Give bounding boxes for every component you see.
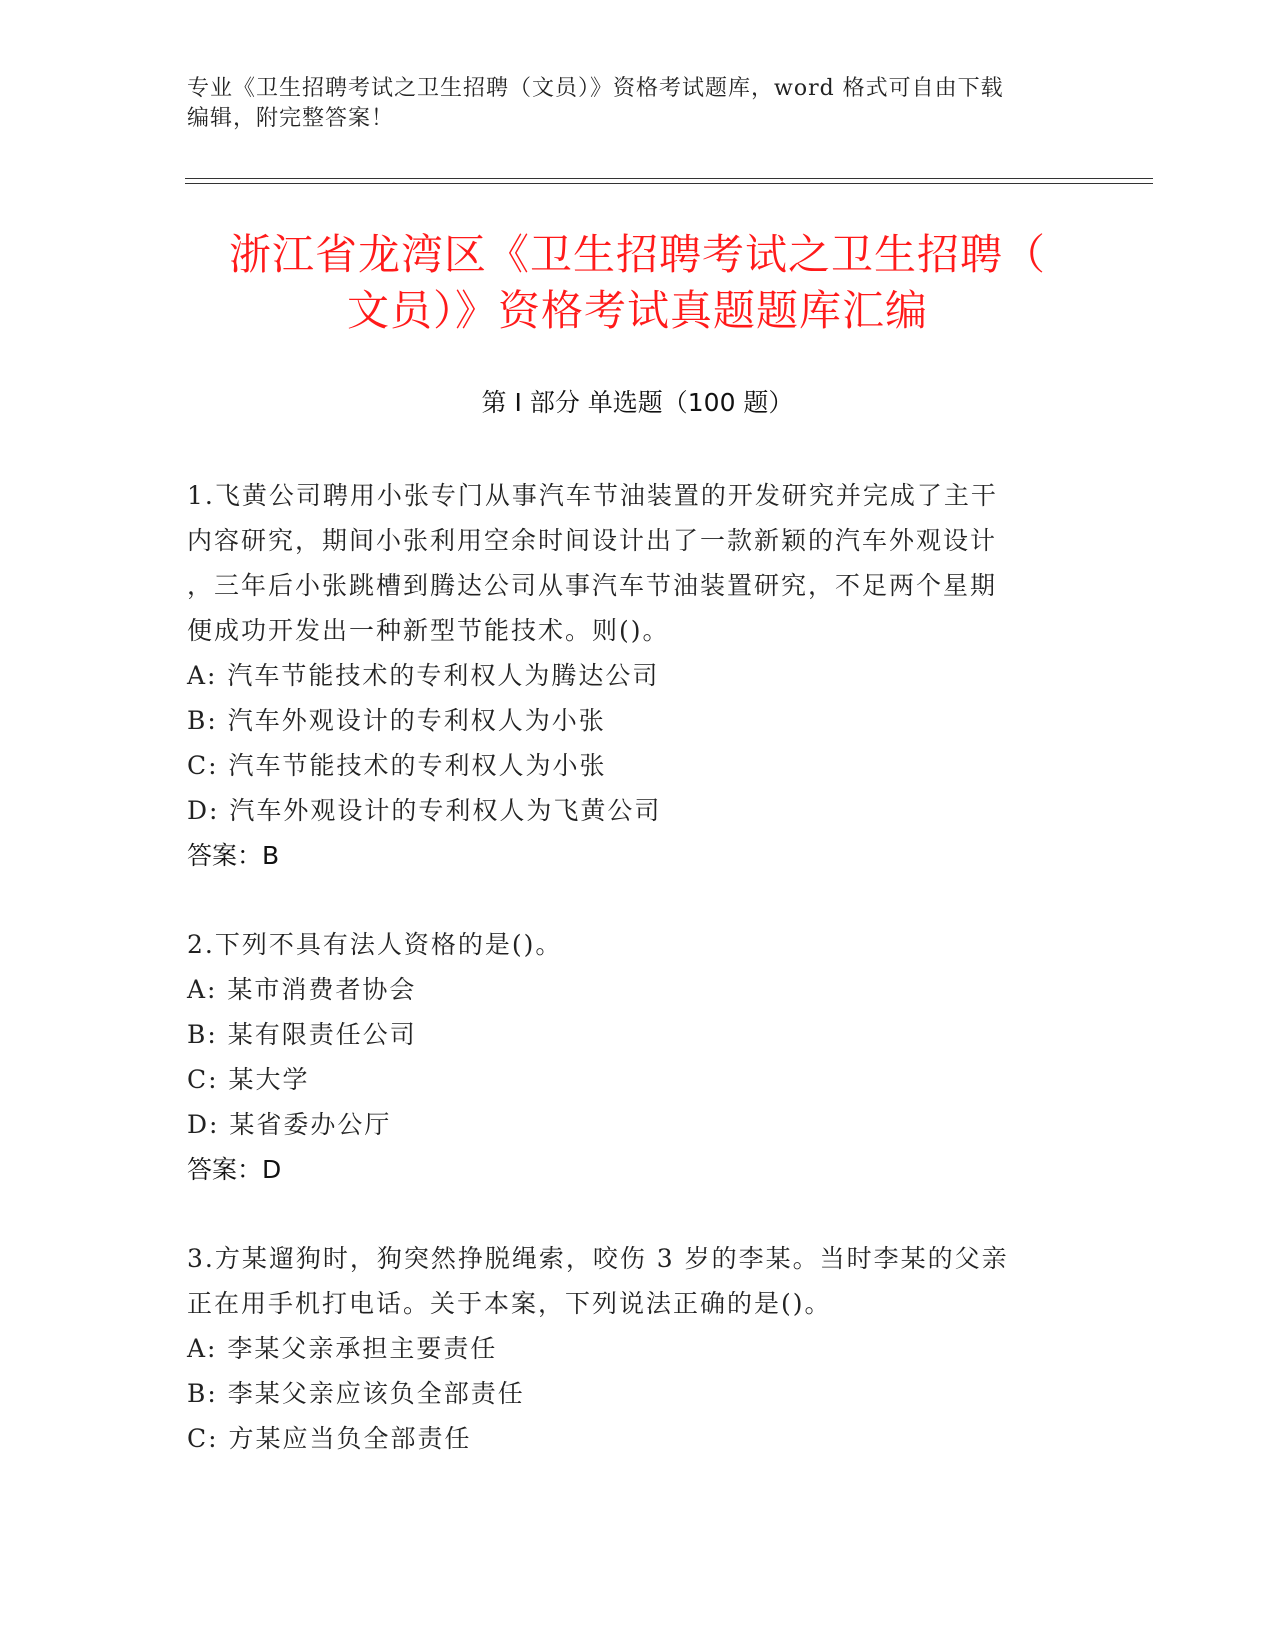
option-c: C: 汽车节能技术的专利权人为小张 bbox=[187, 751, 607, 780]
question-stem bbox=[187, 922, 1067, 967]
question-1 bbox=[187, 473, 1067, 878]
question-2 bbox=[187, 922, 1067, 1192]
question-stem bbox=[187, 473, 1067, 653]
question-3 bbox=[187, 1236, 1067, 1461]
option-a: A: 李某父亲承担主要责任 bbox=[187, 1334, 498, 1363]
option-d: D: 某省委办公厅 bbox=[187, 1110, 392, 1139]
header-note-line: 编辑，附完整答案！ bbox=[187, 106, 395, 131]
question-spacer bbox=[187, 1192, 1067, 1236]
question-list bbox=[187, 473, 1067, 1461]
header-divider-bottom bbox=[185, 183, 1153, 184]
option-a: A: 汽车节能技术的专利权人为腾达公司 bbox=[187, 661, 660, 690]
answer-label: 答案：B bbox=[187, 841, 280, 870]
title-line: 浙江省龙湾区《卫生招聘考试之卫生招聘（ bbox=[228, 230, 1046, 279]
stem-line: 正在用手机打电话。关于本案，下列说法正确的是()。 bbox=[187, 1289, 832, 1318]
section-heading: 第 I 部分 单选题（100 题） bbox=[481, 388, 794, 417]
option-b: B: 某有限责任公司 bbox=[187, 1020, 417, 1049]
header-divider-top bbox=[185, 178, 1153, 179]
option-b: B: 汽车外观设计的专利权人为小张 bbox=[187, 706, 606, 735]
stem-line: 便成功开发出一种新型节能技术。则()。 bbox=[187, 616, 670, 645]
stem-line: ，三年后小张跳槽到腾达公司从事汽车节油装置研究，不足两个星期 bbox=[187, 571, 998, 600]
option-a: A: 某市消费者协会 bbox=[187, 975, 417, 1004]
option-b: B: 李某父亲应该负全部责任 bbox=[187, 1379, 525, 1408]
header-note-line: 专业《卫生招聘考试之卫生招聘（文员）》资格考试题库，word 格式可自由下载 bbox=[187, 76, 1004, 101]
option-c: C: 方某应当负全部责任 bbox=[187, 1424, 472, 1453]
document-title bbox=[185, 227, 1090, 339]
header-note bbox=[187, 74, 1067, 134]
question-spacer bbox=[187, 878, 1067, 922]
stem-line: 1.飞黄公司聘用小张专门从事汽车节油装置的开发研究并完成了主干 bbox=[187, 481, 998, 510]
title-line: 文员）》资格考试真题题库汇编 bbox=[346, 286, 928, 335]
stem-line: 内容研究，期间小张利用空余时间设计出了一款新颖的汽车外观设计 bbox=[187, 526, 998, 555]
question-stem bbox=[187, 1236, 1067, 1326]
stem-line: 2.下列不具有法人资格的是()。 bbox=[187, 930, 563, 959]
option-d: D: 汽车外观设计的专利权人为飞黄公司 bbox=[187, 796, 662, 825]
stem-line: 3.方某遛狗时，狗突然挣脱绳索，咬伤 3 岁的李某。当时李某的父亲 bbox=[187, 1244, 1009, 1273]
option-c: C: 某大学 bbox=[187, 1065, 310, 1094]
answer-label: 答案：D bbox=[187, 1155, 282, 1184]
